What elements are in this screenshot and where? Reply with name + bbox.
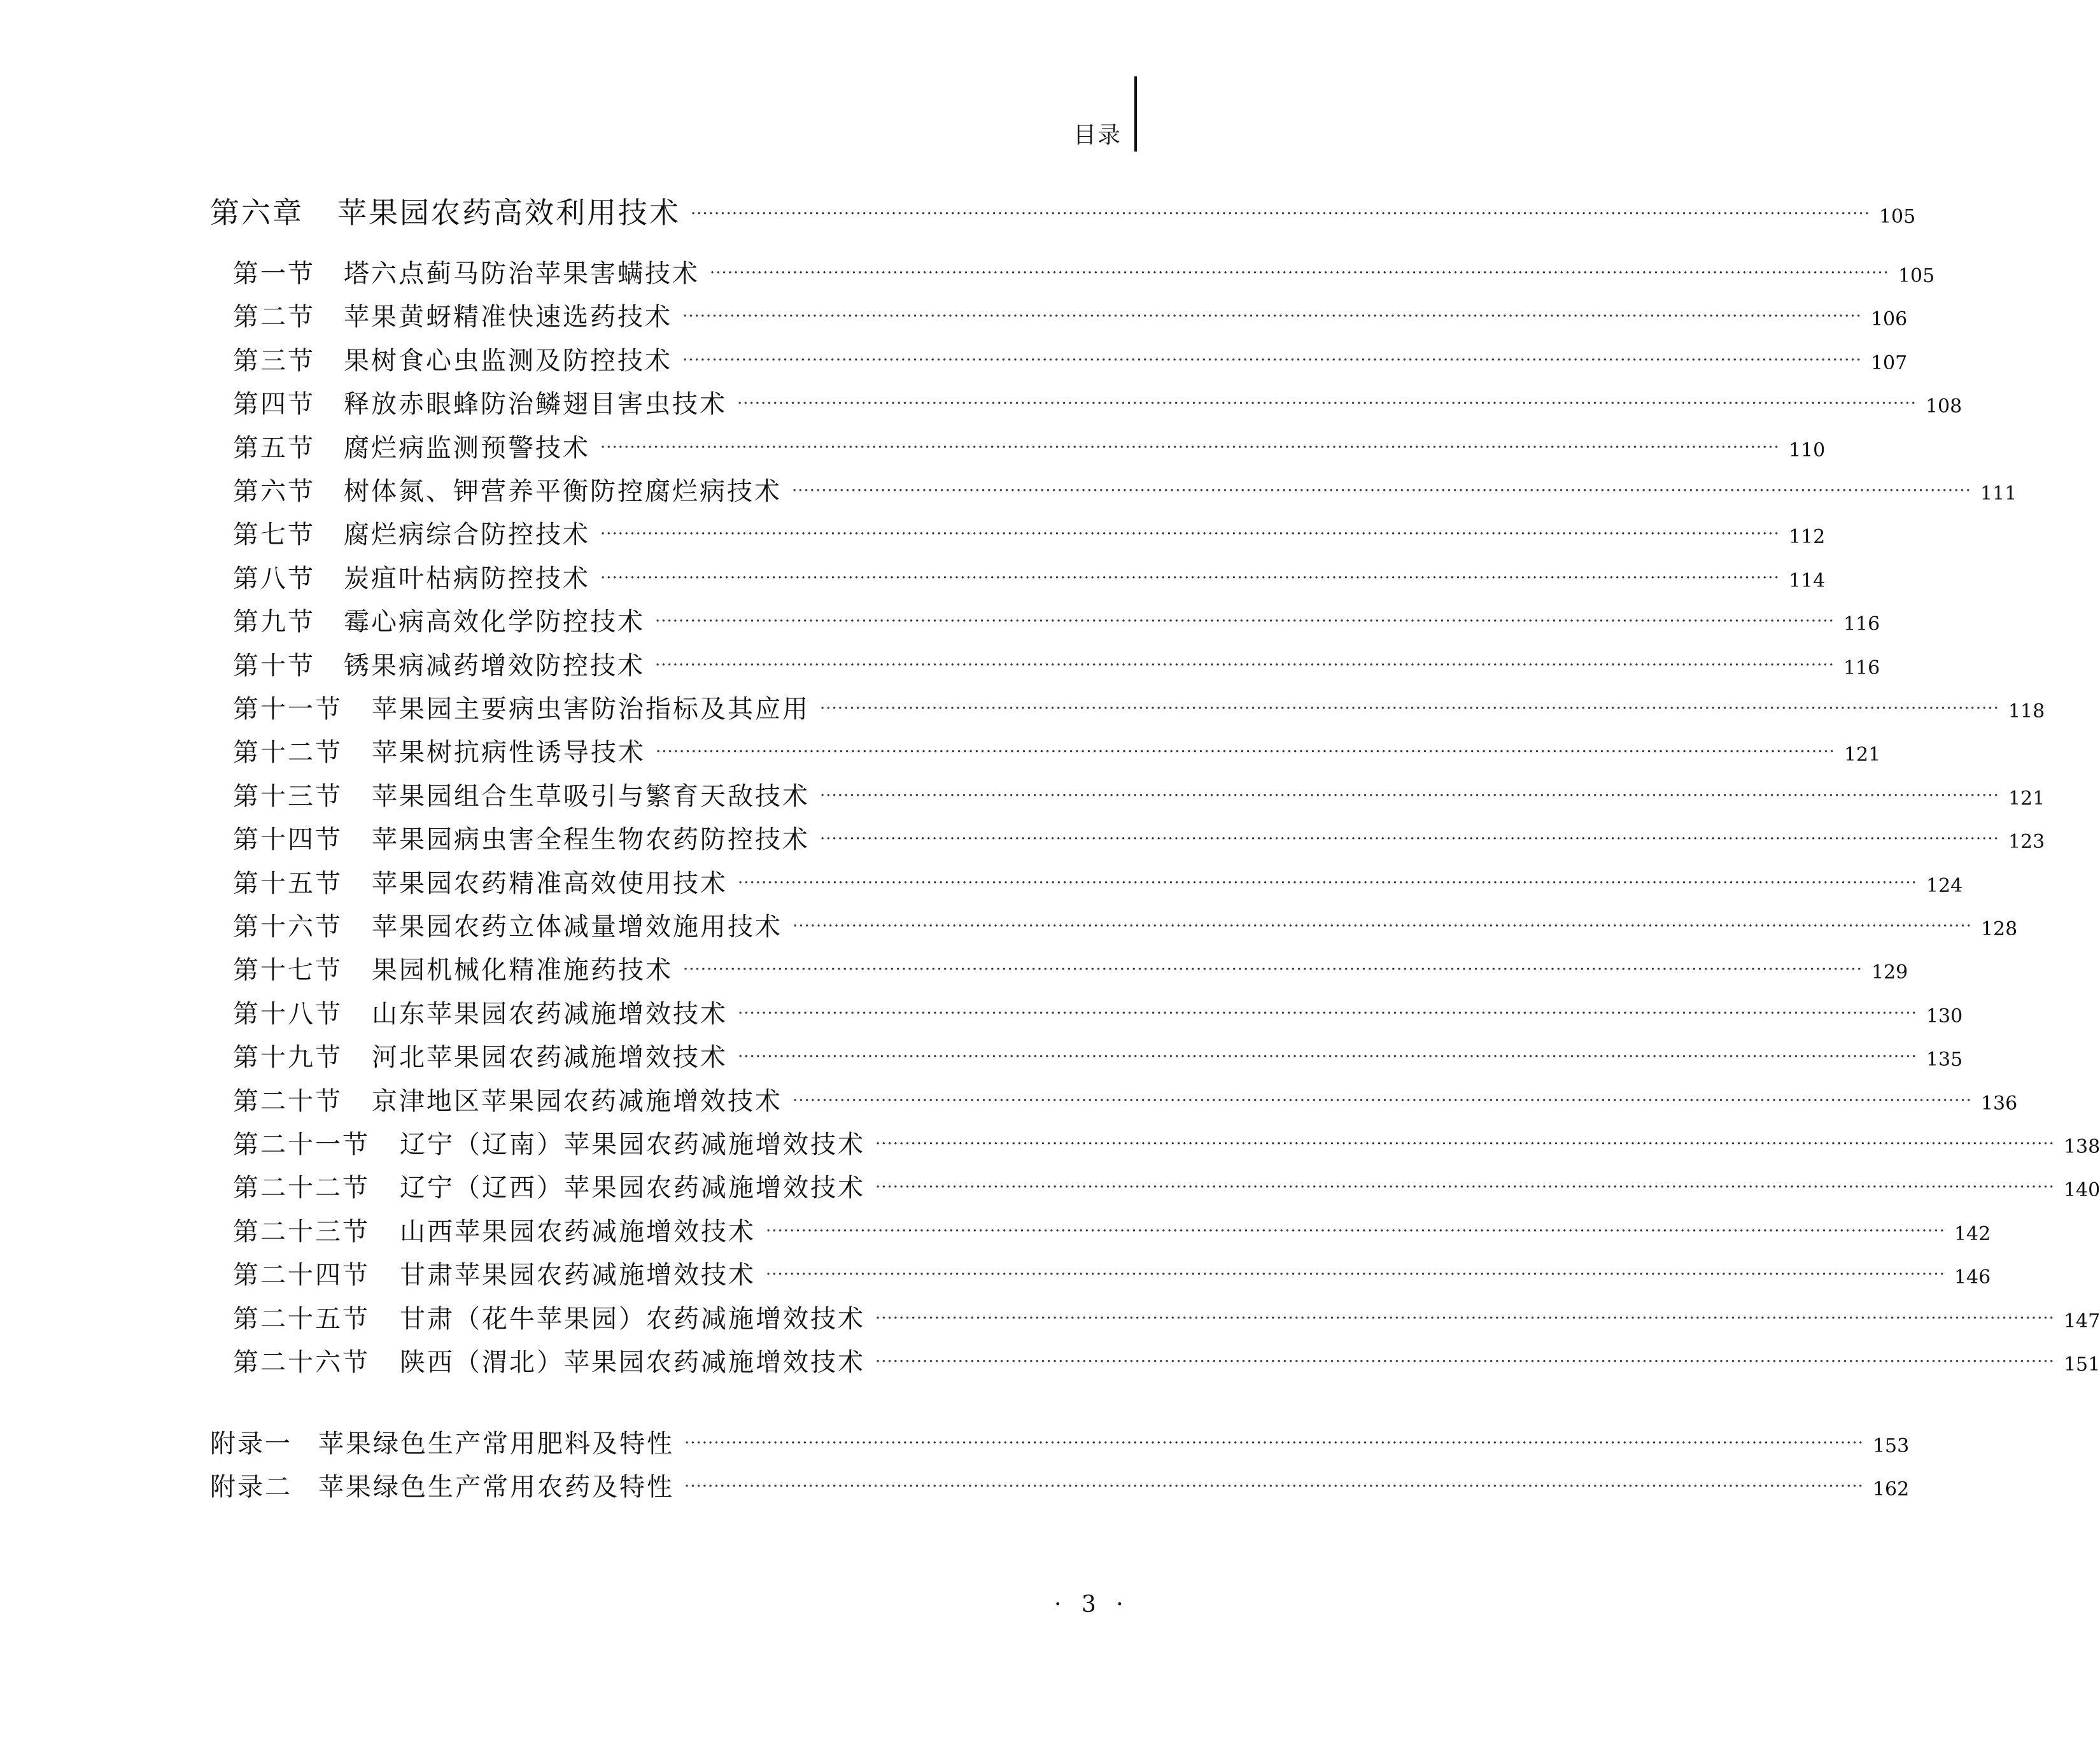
section-title: 苹果园组合生草吸引与繁育天敌技术 (372, 781, 810, 811)
section-title: 甘肃苹果园农药减施增效技术 (400, 1261, 756, 1290)
appendix-title: 苹果绿色生产常用农药及特性 (318, 1473, 674, 1502)
section-number: 第九节 (233, 607, 315, 637)
leader-dots: ········································································································································································································ (820, 786, 1999, 805)
section-page: 116 (1843, 613, 1880, 636)
section-number: 第二节 (233, 302, 315, 332)
section-number: 第五节 (233, 433, 315, 463)
section-title: 苹果园农药立体减量增效施用技术 (372, 912, 782, 942)
section-page: 130 (1926, 1005, 1963, 1028)
toc-section-row[interactable] (233, 1081, 2018, 1119)
section-page: 121 (1843, 744, 1881, 766)
leader-dots: ········································································································································································································ (683, 960, 1863, 980)
section-number: 第三节 (233, 346, 315, 376)
section-title: 苹果树抗病性诱导技术 (372, 738, 645, 768)
section-number: 第一节 (233, 259, 315, 288)
section-title: 腐烂病综合防控技术 (344, 520, 590, 550)
toc-chapter[interactable] (210, 190, 1916, 230)
section-number: 第十七节 (233, 956, 342, 985)
section-number: 第二十三节 (233, 1217, 370, 1247)
section-title: 苹果黄蚜精准快速选药技术 (344, 302, 672, 332)
section-title: 树体氮、钾营养平衡防控腐烂病技术 (344, 477, 782, 506)
page-number: · 3 · (1054, 1592, 1130, 1618)
appendix-page: 162 (1872, 1478, 1910, 1501)
toc-appendix-row[interactable] (210, 1467, 1910, 1505)
toc-section-row[interactable] (233, 646, 1880, 684)
toc-section-row[interactable] (233, 1124, 2100, 1162)
section-page: 108 (1925, 395, 1963, 418)
section-number: 第十二节 (233, 738, 342, 768)
leader-dots: ········································································································································································································ (600, 568, 1780, 588)
section-page: 106 (1870, 308, 1908, 331)
section-title: 塔六点蓟马防治苹果害螨技术 (344, 259, 700, 288)
chapter-page: 105 (1878, 206, 1916, 228)
leader-dots: ········································································································································································································ (875, 1178, 2055, 1197)
leader-dots: ········································································································································································································ (656, 742, 1835, 762)
section-page: 110 (1788, 439, 1826, 462)
section-page: 111 (1980, 483, 2017, 505)
section-page: 114 (1788, 569, 1826, 592)
toc-section-row[interactable] (233, 341, 1908, 379)
section-number: 第二十节 (233, 1086, 342, 1116)
section-number: 第六节 (233, 477, 315, 506)
section-title: 陕西（渭北）苹果园农药减施增效技术 (400, 1348, 865, 1377)
section-page: 136 (1980, 1092, 2018, 1115)
toc-section-row[interactable] (233, 602, 1880, 640)
section-number: 第四节 (233, 390, 315, 420)
section-title: 锈果病减药增效防控技术 (344, 651, 645, 681)
section-title: 腐烂病监测预警技术 (344, 433, 590, 463)
section-number: 第二十二节 (233, 1173, 370, 1203)
section-page: 151 (2063, 1353, 2100, 1376)
section-title: 山西苹果园农药减施增效技术 (400, 1217, 756, 1247)
appendix-title: 苹果绿色生产常用肥料及特性 (318, 1429, 674, 1459)
section-number: 第十节 (233, 651, 315, 681)
leader-dots: ········································································································································································································ (738, 1047, 1917, 1067)
toc-section-row[interactable] (233, 776, 2045, 814)
section-number: 第八节 (233, 563, 315, 593)
appendix-number: 附录一 (210, 1429, 292, 1459)
leader-dots: ········································································································································································································ (820, 830, 1999, 849)
toc-section-row[interactable] (233, 950, 1908, 988)
section-title: 京津地区苹果园农药减施增效技术 (372, 1086, 782, 1116)
toc-section-row[interactable] (233, 1299, 2100, 1337)
leader-dots: ········································································································································································································ (793, 917, 1972, 936)
section-page: 128 (1980, 918, 2018, 940)
leader-dots: ········································································································································································································ (682, 307, 1862, 327)
section-title: 霉心病高效化学防控技术 (344, 607, 645, 637)
section-number: 第十八节 (233, 999, 342, 1029)
section-number: 第十四节 (233, 825, 342, 855)
leader-dots: ········································································································································································································ (655, 612, 1835, 632)
toc-section-row[interactable] (233, 514, 1826, 553)
section-title: 释放赤眼蜂防治鳞翅目害虫技术 (344, 390, 727, 420)
appendix-page: 153 (1872, 1435, 1910, 1457)
leader-dots: ········································································································································································································ (875, 1352, 2055, 1371)
toc-section-row[interactable] (233, 1212, 1991, 1250)
section-page: 135 (1926, 1049, 1963, 1071)
leader-dots: ········································································································································································································ (766, 1265, 1945, 1285)
section-page: 147 (2063, 1310, 2100, 1332)
section-number: 第十九节 (233, 1043, 342, 1073)
leader-dots: ········································································································································································································ (875, 1308, 2055, 1328)
leader-dots: ········································································································································································································ (684, 1477, 1864, 1497)
section-title: 苹果园主要病虫害防治指标及其应用 (372, 695, 810, 724)
toc-appendix-row[interactable] (210, 1423, 1910, 1462)
leader-dots: ········································································································································································································ (684, 1434, 1864, 1453)
section-page: 146 (1954, 1266, 1991, 1289)
section-number: 第二十六节 (233, 1348, 370, 1377)
toc-section-row[interactable] (233, 689, 2045, 727)
leader-dots: ········································································································································································································ (792, 481, 1971, 500)
section-page: 129 (1871, 961, 1908, 984)
toc-section-row[interactable] (233, 819, 2045, 858)
toc-section-row[interactable] (233, 907, 2018, 945)
section-page: 116 (1843, 656, 1880, 679)
section-page: 123 (2008, 831, 2045, 854)
toc-section-row[interactable] (233, 558, 1826, 597)
chapter-title: 苹果园农药高效利用技术 (337, 195, 680, 230)
section-page: 118 (2008, 700, 2045, 723)
section-page: 112 (1788, 526, 1826, 549)
section-number: 第二十一节 (233, 1130, 370, 1159)
leader-dots: ········································································································································································································ (766, 1221, 1945, 1241)
section-number: 第十六节 (233, 912, 342, 942)
toc-section-row[interactable] (233, 1037, 1963, 1075)
section-number: 第十一节 (233, 695, 342, 724)
section-page: 105 (1898, 265, 1935, 287)
section-title: 炭疽叶枯病防控技术 (344, 563, 590, 593)
section-number: 第十五节 (233, 868, 342, 898)
leader-dots: ········································································································································································································ (820, 699, 1999, 718)
leader-dots: ········································································································································································································ (738, 1003, 1917, 1023)
appendix-number: 附录二 (210, 1473, 292, 1502)
section-title: 苹果园农药精准高效使用技术 (372, 868, 728, 898)
section-title: 辽宁（辽西）苹果园农药减施增效技术 (400, 1173, 865, 1203)
header-rule (1134, 76, 1137, 152)
leader-dots: ········································································································································································································ (600, 525, 1780, 544)
toc-section-row[interactable] (233, 732, 1881, 770)
leader-dots: ········································································································································································································ (875, 1134, 2055, 1154)
leader-dots: ········································································································································································································ (710, 264, 1889, 283)
section-page: 140 (2063, 1179, 2100, 1202)
section-title: 甘肃（花牛苹果园）农药减施增效技术 (400, 1304, 865, 1334)
toc-section-row[interactable] (233, 1168, 2100, 1206)
running-header-title: 目录 (1073, 122, 1122, 148)
section-title: 河北苹果园农药减施增效技术 (372, 1043, 728, 1073)
section-number: 第二十五节 (233, 1304, 370, 1334)
section-number: 第二十四节 (233, 1261, 370, 1290)
toc-section-row[interactable] (233, 471, 2017, 509)
leader-dots: ········································································································································································································ (738, 873, 1917, 893)
section-number: 第七节 (233, 520, 315, 550)
section-page: 121 (2008, 787, 2045, 810)
toc-section-row[interactable] (233, 384, 1963, 422)
leader-dots: ········································································································································································································ (600, 437, 1780, 457)
toc-section-row[interactable] (233, 253, 1935, 292)
leader-dots: ········································································································································································································ (691, 204, 1870, 223)
toc-section-row[interactable] (233, 994, 1963, 1032)
toc-section-row[interactable] (233, 428, 1826, 466)
section-title: 山东苹果园农药减施增效技术 (372, 999, 728, 1029)
section-title: 果园机械化精准施药技术 (372, 956, 673, 985)
section-title: 果树食心虫监测及防控技术 (344, 346, 672, 376)
toc-section-row[interactable] (233, 1255, 1991, 1293)
leader-dots: ········································································································································································································ (737, 394, 1917, 414)
section-number: 第十三节 (233, 781, 342, 811)
section-title: 苹果园病虫害全程生物农药防控技术 (372, 825, 810, 855)
section-title: 辽宁（辽南）苹果园农药减施增效技术 (400, 1130, 865, 1159)
leader-dots: ········································································································································································································ (793, 1091, 1972, 1110)
toc-section-row[interactable] (233, 1342, 2100, 1380)
toc-section-row[interactable] (233, 297, 1908, 335)
section-page: 138 (2063, 1136, 2100, 1158)
chapter-number: 第六章 (210, 195, 304, 230)
leader-dots: ········································································································································································································ (682, 350, 1862, 370)
section-page: 124 (1926, 874, 1963, 897)
toc-section-row[interactable] (233, 863, 1963, 901)
leader-dots: ········································································································································································································ (655, 655, 1835, 675)
section-page: 107 (1870, 351, 1908, 374)
section-page: 142 (1954, 1222, 1991, 1245)
